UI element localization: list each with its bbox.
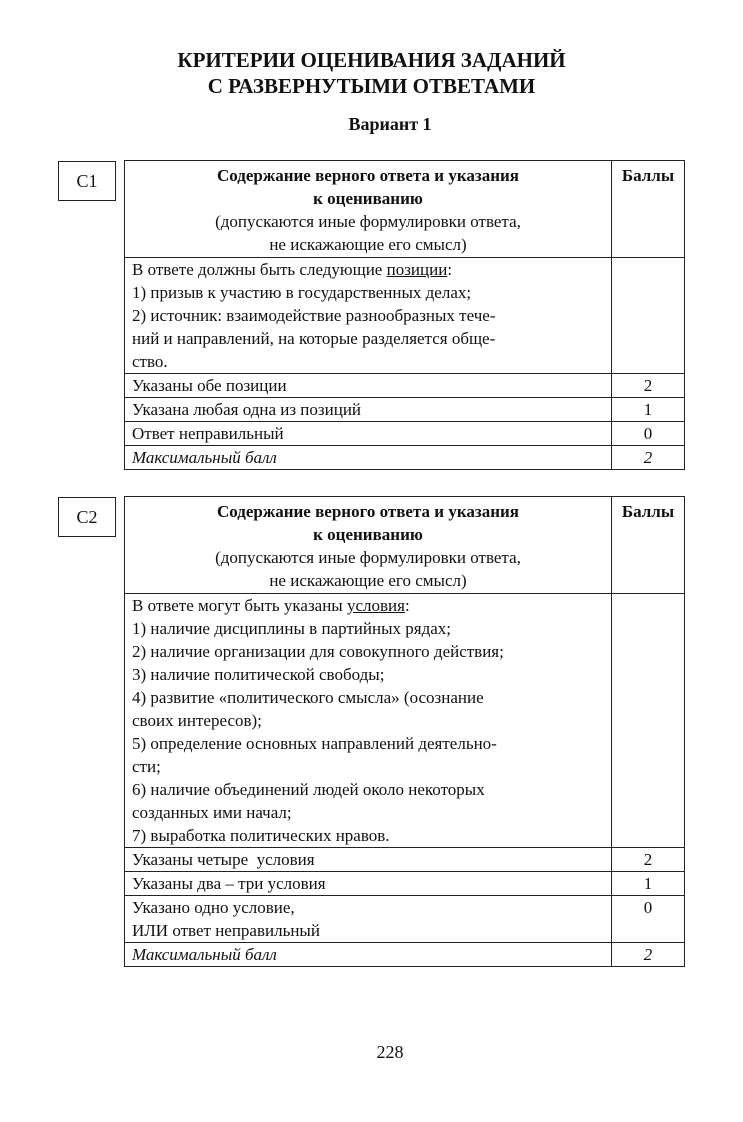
table-header-row — [125, 161, 685, 258]
score-points: 1 — [612, 398, 685, 422]
answer-line: сти; — [132, 757, 161, 776]
max-score-row — [125, 446, 685, 470]
score-criterion — [125, 896, 612, 943]
answer-intro-prefix: В ответе должны быть следующие — [132, 260, 387, 279]
answer-line: ство. — [132, 352, 168, 371]
score-points: 2 — [612, 374, 685, 398]
max-score-row — [125, 943, 685, 967]
score-criterion: Ответ неправильный — [125, 422, 612, 446]
answer-points-cell — [612, 594, 685, 848]
score-row — [125, 896, 685, 943]
answer-intro-suffix: : — [404, 596, 410, 615]
max-score-label: Максимальный балл — [125, 943, 612, 967]
header-note-line-2: не искажающие его смысл) — [269, 235, 467, 254]
answer-content-cell — [125, 258, 612, 374]
header-content-cell — [125, 497, 612, 594]
answer-line: ний и направлений, на которые разделяется обще- — [132, 329, 496, 348]
score-criterion: Указаны два – три условия — [125, 872, 612, 896]
score-points: 2 — [612, 848, 685, 872]
header-title-line-1: Содержание верного ответа и указания — [217, 166, 519, 185]
criteria-table-c2 — [124, 496, 685, 967]
answer-line: 3) наличие политической свободы; — [132, 665, 385, 684]
answer-line: 2) источник: взаимодействие разнообразных тече- — [132, 306, 496, 325]
score-criterion: Указаны обе позиции — [125, 374, 612, 398]
score-row — [125, 398, 685, 422]
answer-line: 1) наличие дисциплины в партийных рядах; — [132, 619, 451, 638]
criteria-table-c1 — [124, 160, 685, 470]
header-title-line-2: к оцениванию — [313, 525, 423, 544]
answer-content-row — [125, 258, 685, 374]
page-title-line-2: С РАЗВЕРНУТЫМИ ОТВЕТАМИ — [207, 74, 536, 98]
answer-line: 5) определение основных направлений деятельно- — [132, 734, 497, 753]
header-content-cell — [125, 161, 612, 258]
score-criterion-line-1: Указано одно условие, — [132, 898, 295, 917]
score-criterion: Указана любая одна из позиций — [125, 398, 612, 422]
answer-line: своих интересов); — [132, 711, 262, 730]
question-label-c1: C1 — [58, 161, 116, 201]
answer-line: 7) выработка политических нравов. — [132, 826, 390, 845]
header-note-line-1: (допускаются иные формулировки ответа, — [215, 548, 521, 567]
question-label-c2: C2 — [58, 497, 116, 537]
max-score-label: Максимальный балл — [125, 446, 612, 470]
header-title-line-1: Содержание верного ответа и указания — [217, 502, 519, 521]
score-criterion: Указаны четыре условия — [125, 848, 612, 872]
answer-line: созданных ими начал; — [132, 803, 292, 822]
answer-intro-keyword: позиции — [386, 260, 448, 279]
score-points: 0 — [612, 896, 685, 943]
score-row — [125, 374, 685, 398]
answer-line: 1) призыв к участию в государственных делах; — [132, 283, 472, 302]
answer-intro — [132, 594, 604, 617]
answer-intro — [132, 258, 604, 281]
header-title-line-2: к оцениванию — [313, 189, 423, 208]
score-row — [125, 848, 685, 872]
answer-points-cell — [612, 258, 685, 374]
header-points-cell: Баллы — [612, 497, 685, 594]
max-score-points: 2 — [612, 943, 685, 967]
answer-intro-prefix: В ответе могут быть указаны — [132, 596, 347, 615]
variant-heading: Вариант 1 — [348, 114, 432, 134]
answer-line: 2) наличие организации для совокупного действия; — [132, 642, 504, 661]
answer-line: 4) развитие «политического смысла» (осознание — [132, 688, 484, 707]
page-number: 228 — [376, 1042, 404, 1062]
score-row — [125, 872, 685, 896]
score-points: 0 — [612, 422, 685, 446]
answer-line: 6) наличие объединений людей около некоторых — [132, 780, 485, 799]
page-title-line-1: КРИТЕРИИ ОЦЕНИВАНИЯ ЗАДАНИЙ — [177, 48, 566, 72]
answer-intro-keyword: условия — [346, 596, 405, 615]
answer-intro-suffix: : — [447, 260, 453, 279]
answer-content-cell — [125, 594, 612, 848]
score-row — [125, 422, 685, 446]
header-note-line-1: (допускаются иные формулировки ответа, — [215, 212, 521, 231]
score-points: 1 — [612, 872, 685, 896]
header-note-line-2: не искажающие его смысл) — [269, 571, 467, 590]
answer-content-row — [125, 594, 685, 848]
header-points-cell: Баллы — [612, 161, 685, 258]
table-header-row — [125, 497, 685, 594]
max-score-points: 2 — [612, 446, 685, 470]
score-criterion-line-2: ИЛИ ответ неправильный — [132, 921, 320, 940]
